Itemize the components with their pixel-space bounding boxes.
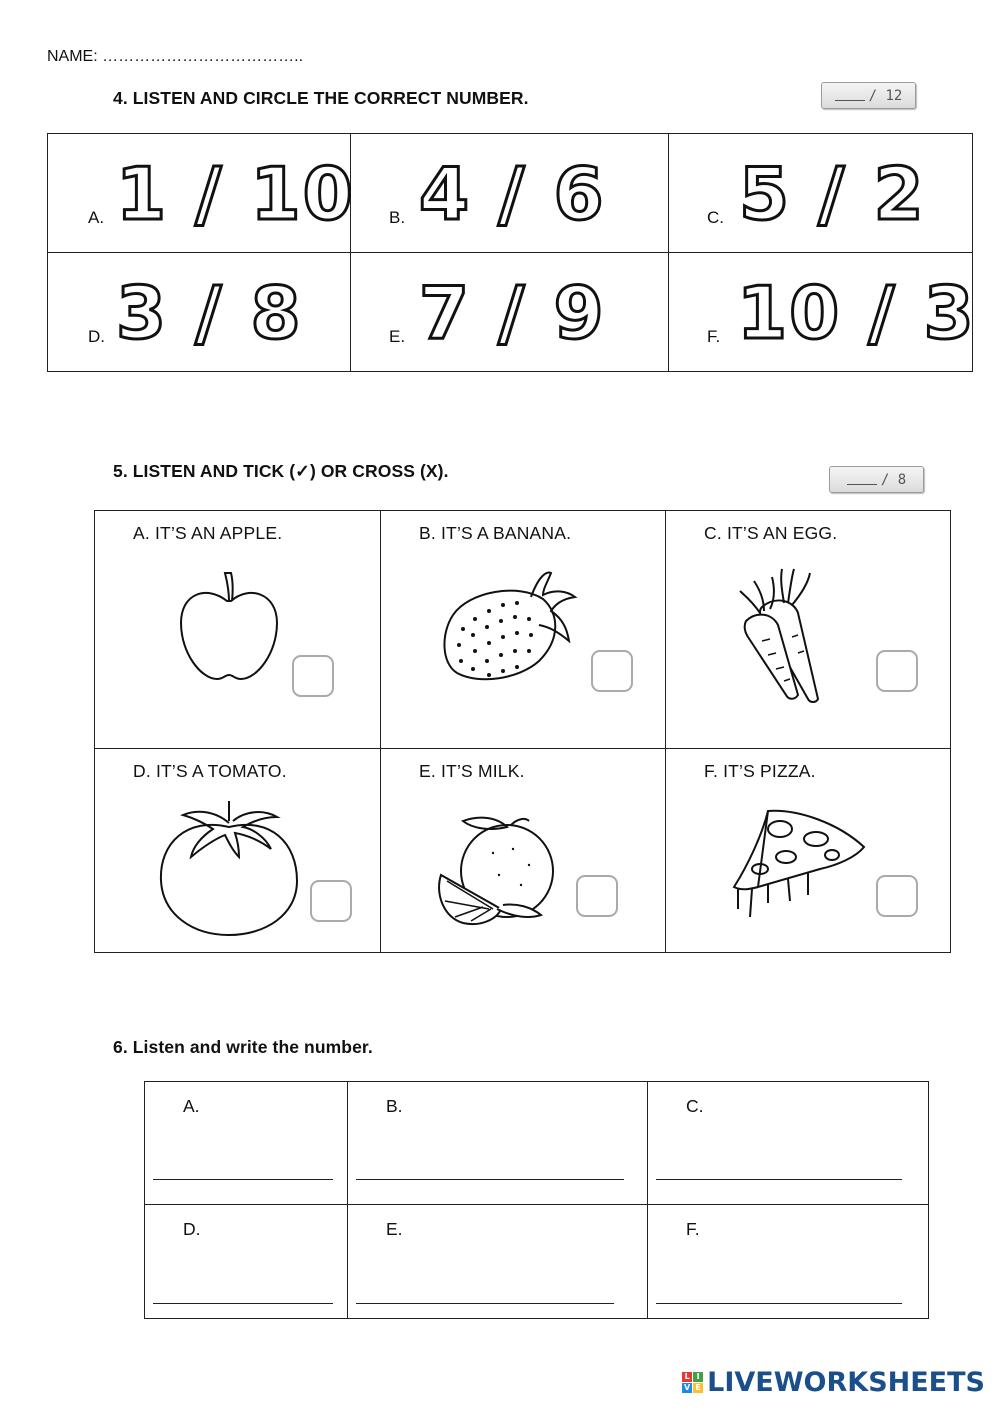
write-answer-line-e[interactable] [356, 1303, 614, 1304]
food-label: C. IT’S AN EGG. [704, 523, 838, 543]
write-letter: D. [183, 1219, 201, 1239]
section-4-title: 4. LISTEN AND CIRCLE THE CORRECT NUMBER. [113, 88, 529, 108]
pizza-icon [728, 805, 870, 921]
strawberry-icon [439, 569, 583, 687]
option-cell-f[interactable] [669, 253, 976, 372]
write-answer-line-c[interactable] [656, 1179, 902, 1180]
section-5-food-grid [94, 510, 951, 953]
option-numbers[interactable]: 5 / 2 [739, 152, 926, 236]
option-cell-d[interactable] [48, 253, 351, 372]
food-label: F. IT’S PIZZA. [704, 761, 816, 781]
write-answer-line-f[interactable] [656, 1303, 902, 1304]
option-cell-e[interactable] [351, 253, 669, 372]
section-6-title: 6. Listen and write the number. [113, 1037, 373, 1057]
food-label: E. IT’S MILK. [419, 761, 525, 781]
section-4-score-total: / 12 [868, 87, 903, 104]
food-label: B. IT’S A BANANA. [419, 523, 572, 543]
write-letter: F. [686, 1219, 700, 1239]
write-cell-c [648, 1082, 929, 1205]
write-answer-line-d[interactable] [153, 1303, 333, 1304]
food-cell-e [381, 749, 666, 953]
tick-box-f[interactable] [876, 875, 918, 917]
option-letter: D. [88, 327, 105, 346]
section-5-score-box[interactable] [829, 466, 924, 493]
option-numbers[interactable]: 1 / 10 [116, 152, 355, 236]
section-5-title: 5. LISTEN AND TICK (✓) OR CROSS (X). [113, 461, 449, 481]
option-cell-a[interactable] [48, 134, 355, 253]
option-cell-c[interactable] [669, 134, 973, 253]
food-label: A. IT’S AN APPLE. [133, 523, 283, 543]
section-5-score-total: / 8 [880, 471, 907, 488]
section-4-number-grid [47, 133, 976, 372]
orange-icon [433, 813, 563, 929]
logo-mark-letter: E [693, 1383, 703, 1393]
liveworksheets-brand-text: LIVEWORKSHEETS [707, 1367, 985, 1398]
option-letter: B. [389, 208, 406, 227]
option-letter: F. [707, 327, 721, 346]
option-cell-b[interactable] [351, 134, 669, 253]
section-4-score-box[interactable] [821, 82, 916, 109]
food-cell-c [666, 511, 951, 749]
option-letter: A. [88, 208, 105, 227]
score-blank [835, 90, 865, 101]
write-cell-a [145, 1082, 348, 1205]
tick-box-e[interactable] [576, 875, 618, 917]
logo-mark-letter: L [682, 1372, 692, 1382]
score-blank [847, 474, 877, 485]
write-letter: E. [386, 1219, 403, 1239]
logo-mark-letter: V [684, 1383, 691, 1392]
tick-box-d[interactable] [310, 880, 352, 922]
carrot-icon [736, 565, 836, 705]
liveworksheets-mark-icon [682, 1372, 703, 1393]
apple-icon [177, 571, 281, 687]
liveworksheets-logo[interactable] [682, 1367, 985, 1398]
write-letter: C. [686, 1096, 704, 1116]
option-numbers[interactable]: 3 / 8 [116, 271, 303, 355]
write-cell-f [648, 1205, 929, 1319]
write-letter: B. [386, 1096, 403, 1116]
write-answer-line-b[interactable] [356, 1179, 624, 1180]
tick-box-a[interactable] [292, 655, 334, 697]
food-label: D. IT’S A TOMATO. [133, 761, 287, 781]
tick-box-b[interactable] [591, 650, 633, 692]
food-cell-b [381, 511, 666, 749]
write-cell-e [348, 1205, 648, 1319]
tomato-icon [157, 799, 301, 939]
tick-box-c[interactable] [876, 650, 918, 692]
write-cell-d [145, 1205, 348, 1319]
logo-mark-letter: I [693, 1372, 703, 1382]
food-cell-a [95, 511, 381, 749]
write-cell-b [348, 1082, 648, 1205]
option-numbers[interactable]: 4 / 6 [419, 152, 606, 236]
write-letter: A. [183, 1096, 200, 1116]
food-cell-d [95, 749, 381, 953]
option-numbers[interactable]: 10 / 3 [737, 271, 976, 355]
name-field-label: NAME: ……………………………….. [47, 48, 304, 65]
food-cell-f [666, 749, 951, 953]
option-letter: C. [707, 208, 724, 227]
option-numbers[interactable]: 7 / 9 [419, 271, 606, 355]
option-letter: E. [389, 327, 406, 346]
write-answer-line-a[interactable] [153, 1179, 333, 1180]
section-6-write-grid [144, 1081, 929, 1319]
